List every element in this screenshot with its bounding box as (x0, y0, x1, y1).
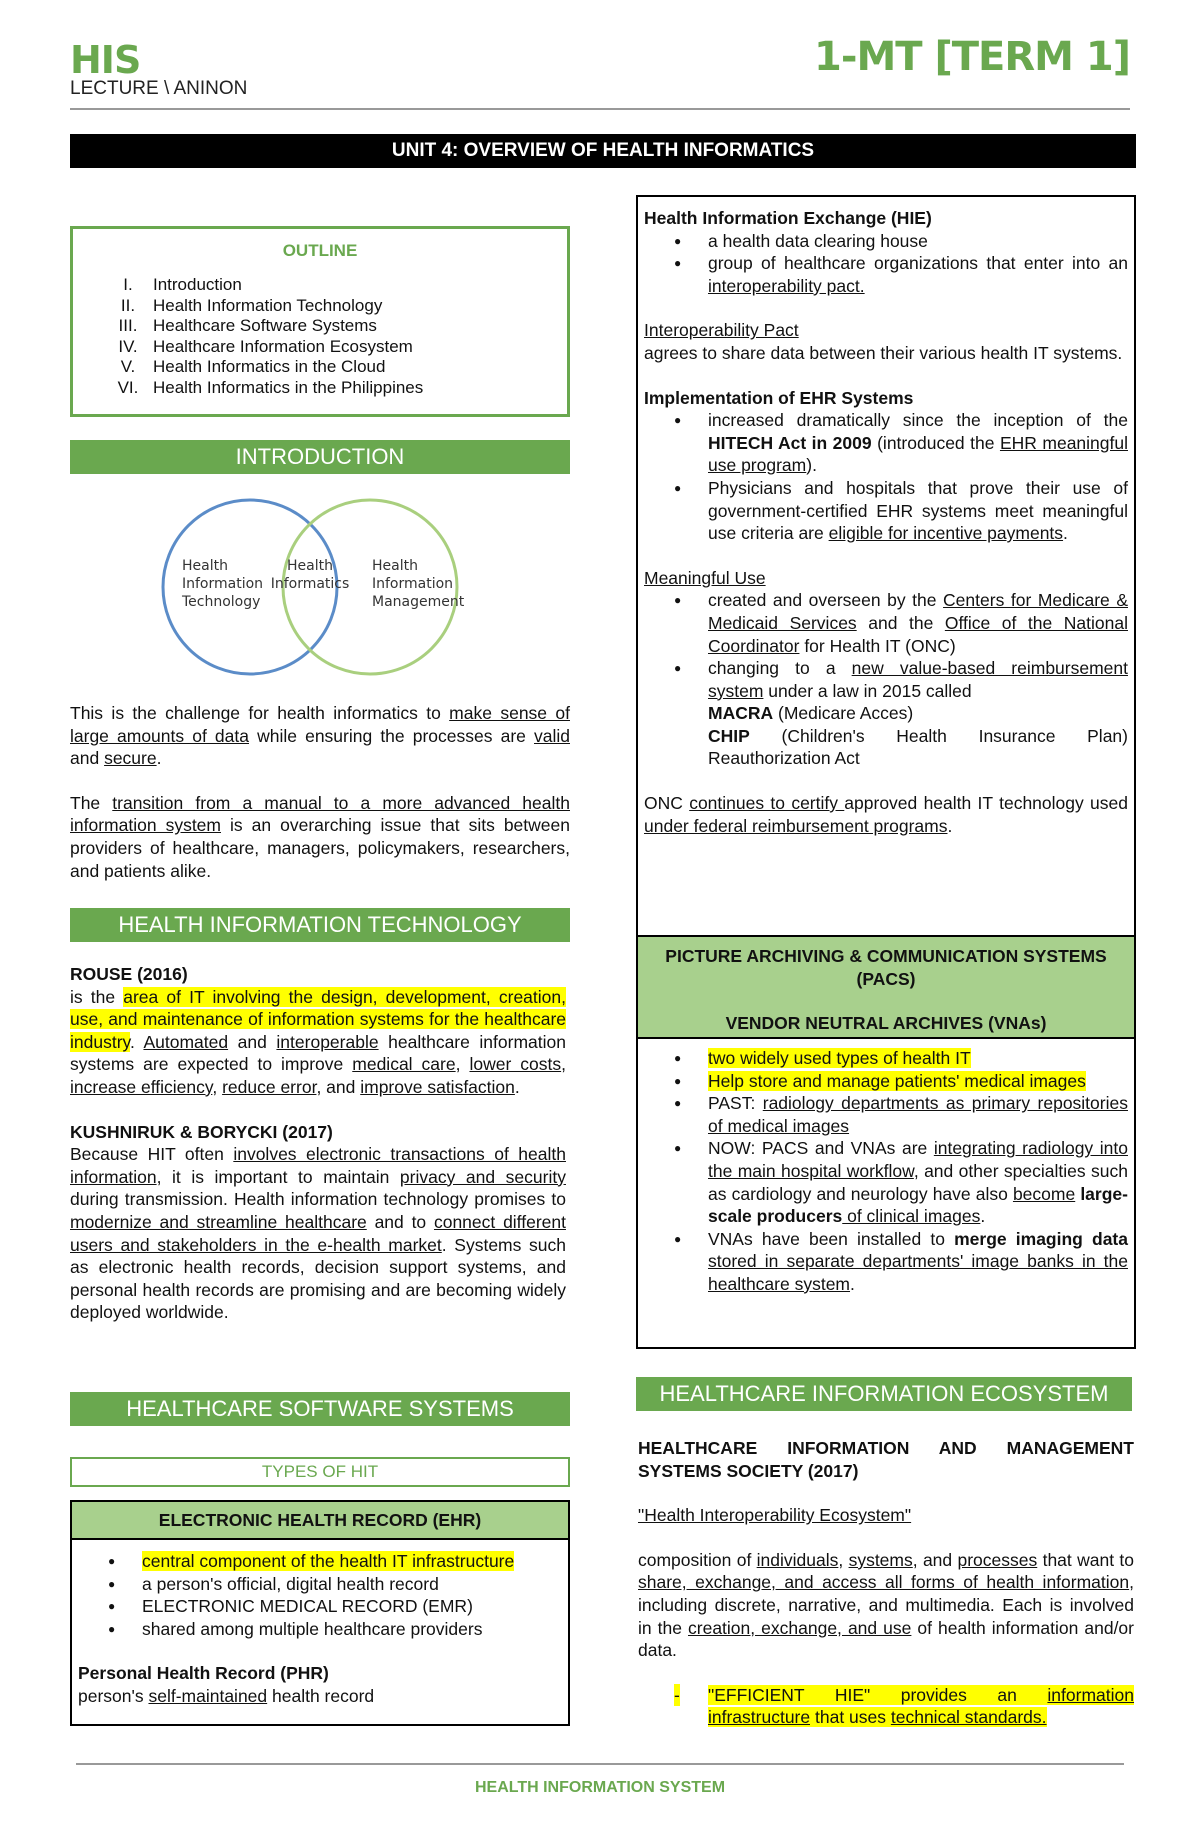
intro-text (70, 702, 570, 882)
hit-text (70, 963, 566, 1324)
venn-right-line3: Management (372, 594, 465, 610)
pacs-item: ● NOW: PACS and VNAs are integrating radiology into the main hospital workflow, and other specialties such as cardiology and neurology have also become large-scale producers of clinical images. (638, 1137, 1128, 1227)
hie-list (638, 230, 1128, 298)
meaningful-use-title: Meaningful Use (644, 567, 766, 588)
outline-num: V. (120, 357, 136, 376)
kushniruk-title: KUSHNIRUK & BORYCKI (2017) (70, 1121, 333, 1142)
ehr-box (70, 1500, 570, 1726)
onc-paragraph: ONC continues to certify approved health IT technology used under federal reimbursement programs. (644, 793, 1128, 836)
impl-list (638, 409, 1128, 545)
venn-diagram (150, 490, 490, 690)
ehr-item: ● central component of the health IT infrastructure (72, 1550, 568, 1573)
rouse-title: ROUSE (2016) (70, 964, 188, 984)
pacs-list (638, 1047, 1128, 1296)
kushniruk-definition: Because HIT often involves electronic transactions of health information, it is important to maintain privacy and security during transmission. Health information technology promises to modernize and streamline healthcare and to connect different users and stakeholders in the e-health market. Systems such as electronic health records, decision support systems, and personal health records are promising and are becoming widely deployed worldwide. (70, 1144, 566, 1323)
meaningful-use-list (638, 589, 1128, 770)
pact-definition: agrees to share data between their various health IT systems. (644, 342, 1123, 363)
venn-left-line2: Information (182, 576, 264, 592)
outline-title: OUTLINE (282, 241, 358, 260)
introduction-heading: INTRODUCTION (70, 440, 570, 474)
rouse-definition: is the area of IT involving the design, development, creation, use, and maintenance of information systems for the healthcare industry. Automated and interoperable healthcare information systems are expected to improve medical care, lower costs, increase efficiency, reduce error, and improve satisfaction. (70, 986, 566, 1097)
software-heading: HEALTHCARE SOFTWARE SYSTEMS (70, 1392, 570, 1426)
outline-item (103, 378, 567, 399)
intro-paragraph-2: The transition from a manual to a more advanced health information system is an overarching issue that sits between providers of healthcare, managers, policymakers, researchers, and patients alike. (70, 792, 570, 881)
outline-num: II. (120, 295, 136, 315)
ecosystem-heading: HEALTHCARE INFORMATION ECOSYSTEM (636, 1377, 1132, 1411)
pacs-header (638, 937, 1134, 1039)
venn-right-line2: Information (372, 576, 454, 592)
hie-item: ● a health data clearing house (638, 230, 1128, 253)
outline-item (103, 316, 567, 337)
pacs-box (636, 935, 1136, 1349)
ehr-item: ● ELECTRONIC MEDICAL RECORD (EMR) (72, 1595, 568, 1618)
outline-item (103, 357, 567, 378)
venn-center-line1: Health (287, 558, 333, 574)
ehr-list (72, 1550, 568, 1640)
hie-item: ● group of healthcare organizations that enter into an interoperability pact. (638, 252, 1128, 297)
header-term: 1-MT [TERM 1] (814, 34, 1130, 80)
outline-box (70, 226, 570, 417)
outline-label: Introduction (153, 275, 242, 294)
ecosystem-paragraph: composition of individuals, systems, and processes that want to share, exchange, and access all forms of health information, including discrete, narrative, and multimedia. Each is involved in the creation, exchange, and use of health information and/or data. (638, 1549, 1134, 1661)
impl-title: Implementation of EHR Systems (644, 387, 914, 408)
ecosystem-quote: "Health Interoperability Ecosystem" (638, 1505, 912, 1526)
outline-item (103, 337, 567, 358)
vna-title: VENDOR NEUTRAL ARCHIVES (VNAs) (725, 1013, 1047, 1034)
impl-item: ● Physicians and hospitals that prove their use of government-certified EHR systems meet meaningful use criteria are eligible for incentive payments. (638, 477, 1128, 545)
phr-title: Personal Health Record (PHR) (78, 1663, 329, 1684)
header-subtitle: LECTURE \ ANINON (70, 78, 248, 99)
outline-label: Health Information Technology (153, 295, 383, 315)
ehr-item: ● a person's official, digital health record (72, 1573, 568, 1596)
dash-marker: - (674, 1684, 680, 1705)
impl-item: ● increased dramatically since the inception of the HITECH Act in 2009 (introduced the EHR meaningful use program). (638, 409, 1128, 477)
ecosystem-text (638, 1437, 1134, 1729)
outline-num: III. (118, 316, 138, 335)
types-of-hit-label: TYPES OF HIT (70, 1457, 570, 1487)
outline-num: IV. (118, 336, 138, 356)
hie-title: Health Information Exchange (HIE) (644, 208, 932, 228)
meaningful-use-item: ● changing to a new value-based reimbursement system under a law in 2015 called MACRA (Medicare Acces) CHIP (Children's Health Insurance Plan) Reauthorization Act (638, 657, 1128, 770)
header-title: HIS (70, 38, 141, 82)
pacs-item: ● VNAs have been installed to merge imaging data stored in separate departments' image banks in the healthcare system. (638, 1228, 1128, 1296)
outline-label: Health Informatics in the Philippines (153, 377, 424, 397)
venn-right-line1: Health (372, 558, 418, 574)
pacs-item: ● two widely used types of health IT (638, 1047, 1128, 1070)
pacs-item: ● Help store and manage patients' medical images (638, 1070, 1128, 1093)
outline-item (103, 275, 567, 296)
hie-box (636, 195, 1136, 939)
outline-label: Health Informatics in the Cloud (153, 357, 386, 376)
pact-title: Interoperability Pact (644, 320, 799, 341)
intro-paragraph-1: This is the challenge for health informatics to make sense of large amounts of data while ensuring the processes are valid and secure. (70, 703, 570, 769)
pacs-item: ● PAST: radiology departments as primary repositories of medical images (638, 1092, 1128, 1137)
outline-list (103, 275, 567, 398)
phr-definition: person's self-maintained health record (78, 1685, 375, 1706)
footer-title: HEALTH INFORMATION SYSTEM (474, 1779, 726, 1796)
ehr-title: ELECTRONIC HEALTH RECORD (EHR) (72, 1502, 568, 1540)
outline-item (103, 296, 567, 317)
venn-center-line2: Informatics (270, 576, 350, 592)
hit-heading: HEALTH INFORMATION TECHNOLOGY (70, 908, 570, 942)
unit-title-bar: UNIT 4: OVERVIEW OF HEALTH INFORMATICS (70, 134, 1136, 168)
meaningful-use-item: ● created and overseen by the Centers for Medicare & Medicaid Services and the Office of the National Coordinator for Health IT (ONC) (638, 589, 1128, 657)
ehr-item: ● shared among multiple healthcare providers (72, 1618, 568, 1641)
outline-num: I. (123, 275, 133, 294)
ecosystem-source: HEALTHCARE INFORMATION AND MANAGEMENT SYSTEMS SOCIETY (2017) (638, 1438, 1134, 1481)
outline-label: Healthcare Software Systems (153, 316, 377, 335)
venn-left-line3: Technology (182, 594, 261, 610)
outline-label: Healthcare Information Ecosystem (153, 336, 413, 356)
outline-num: VI. (117, 377, 139, 397)
pacs-title: PICTURE ARCHIVING & COMMUNICATION SYSTEMS (PACS) (665, 946, 1107, 989)
header-divider (70, 108, 1130, 110)
footer-divider (76, 1763, 1124, 1765)
efficient-hie-item: - "EFFICIENT HIE" provides an information infrastructure that uses technical standards. (674, 1684, 1134, 1728)
venn-left-line1: Health (182, 558, 228, 574)
